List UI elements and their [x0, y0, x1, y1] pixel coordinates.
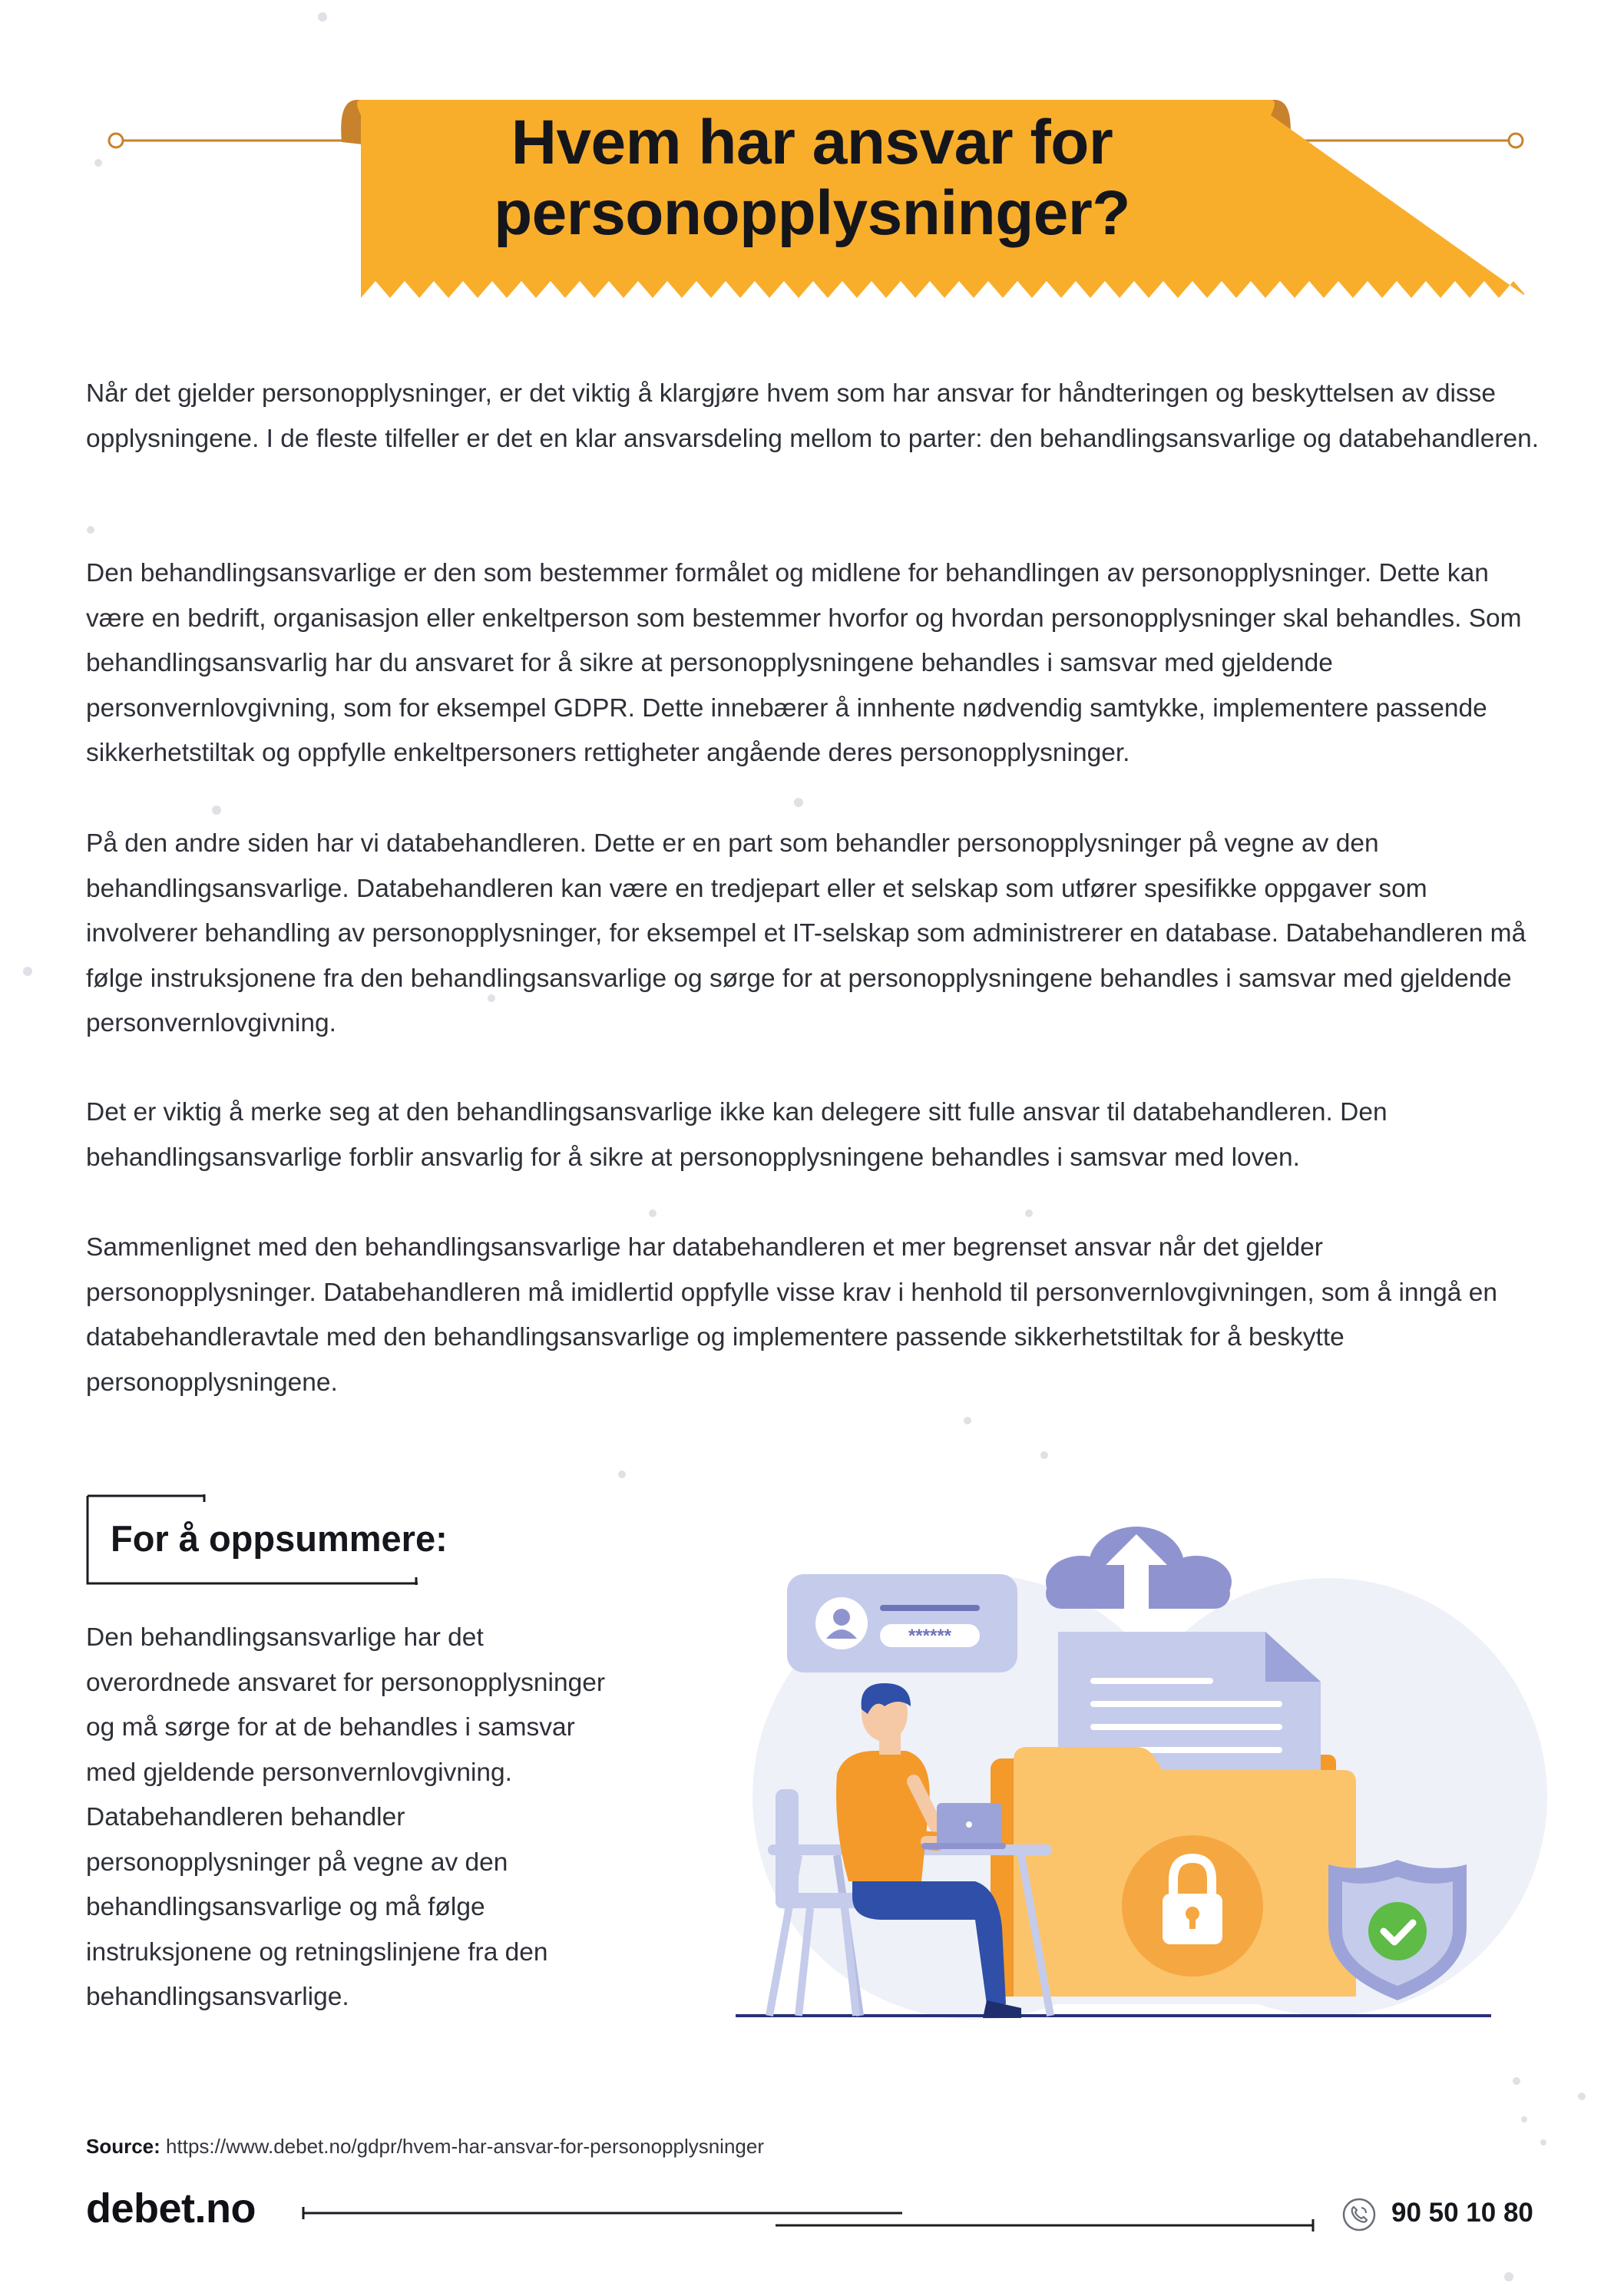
phone-number[interactable]: 90 50 10 80: [1391, 2198, 1533, 2228]
source-url[interactable]: https://www.debet.no/gdpr/hvem-har-ansvar-for-personopplysninger: [166, 2135, 764, 2158]
summary-heading-box: [86, 1494, 448, 1585]
paragraph-delegation: Det er viktig å merke seg at den behandlingsansvarlige ikke kan delegere sitt fulle ansvar til databehandleren. Den behandlingsansvarlige forblir ansvarlig for å sikre at personopplysningene behandles i samsvar med loven.: [86, 1098, 1388, 1172]
summary-text: Den behandlingsansvarlige har det overordnede ansvaret for personopplysninger og må sørge for at de behandles i samsvar med gjeldende personvernlovgivning. Databehandleren behandler personopplysninger på vegne av den behandlingsansvarlige og må følge instruksjonene og retningslinjene fra den behandlingsansvarlige.: [86, 1623, 606, 2011]
footer-divider: [299, 2204, 1321, 2235]
page-title-line-1: Hvem har ansvar for: [511, 108, 1113, 177]
cloud-upload-icon: [1046, 1527, 1232, 1609]
page-title: [361, 108, 1263, 249]
data-protection-illustration: [683, 1467, 1559, 2027]
paragraph-comparison: Sammenlignet med den behandlingsansvarlige har databehandleren et mer begrenset ansvar når det gjelder personopplysninger. Databehandleren må imidlertid oppfylle visse krav i henhold til personvernlovgivningen, som å inngå en databehandleravtale med den behandlingsansvarlige og implementere passende sikkerhetstiltak for å beskytte personopplysningene.: [86, 1233, 1498, 1397]
phone-icon: [1342, 2198, 1376, 2231]
source-line: [86, 2133, 764, 2159]
paragraph-controller: Den behandlingsansvarlige er den som bestemmer formålet og midlene for behandlingen av personopplysninger. Dette kan være en bedrift, organisasjon eller enkeltperson som bestemmer hvorfor og hvordan personopplysninger skal behandles. Som behandlingsansvarlig har du ansvaret for å sikre at personopplysningene behandles i samsvar med gjeldende personvernlovgivning, som for eksempel GDPR. Dette innebærer å innhente nødvendig samtykke, implementere passende sikkerhetstiltak og oppfylle enkeltpersoners rettigheter angående deres personopplysninger.: [86, 559, 1522, 767]
summary-heading: For å oppsummere:: [111, 1518, 448, 1559]
source-label: Source:: [86, 2135, 160, 2158]
paragraph-intro: Når det gjelder personopplysninger, er det viktig å klargjøre hvem som har ansvar for håndteringen og beskyttelsen av disse opplysningene. I de fleste tilfeller er det en klar ansvarsdeling mellom to parter: den behandlingsansvarlige og databehandleren.: [86, 379, 1540, 453]
page-title-line-2: personopplysninger?: [494, 178, 1130, 248]
login-card: [787, 1574, 1017, 1672]
lock-icon: [1122, 1835, 1263, 1977]
footer-logo[interactable]: debet.no: [86, 2185, 256, 2231]
password-mask: ******: [908, 1626, 952, 1646]
paragraph-processor: På den andre siden har vi databehandleren. Dette er en part som behandler personopplysninger på vegne av den behandlingsansvarlige. Databehandleren kan være en tredjepart eller et selskap som utfører spesifikke oppgaver som involverer behandling av personopplysninger, for eksempel et IT-selskap som administrerer en database. Databehandleren må følge instruksjonene fra den behandlingsansvarlige og sørge for at personopplysningene behandles i samsvar med gjeldende personvernlovgivning.: [86, 829, 1526, 1037]
